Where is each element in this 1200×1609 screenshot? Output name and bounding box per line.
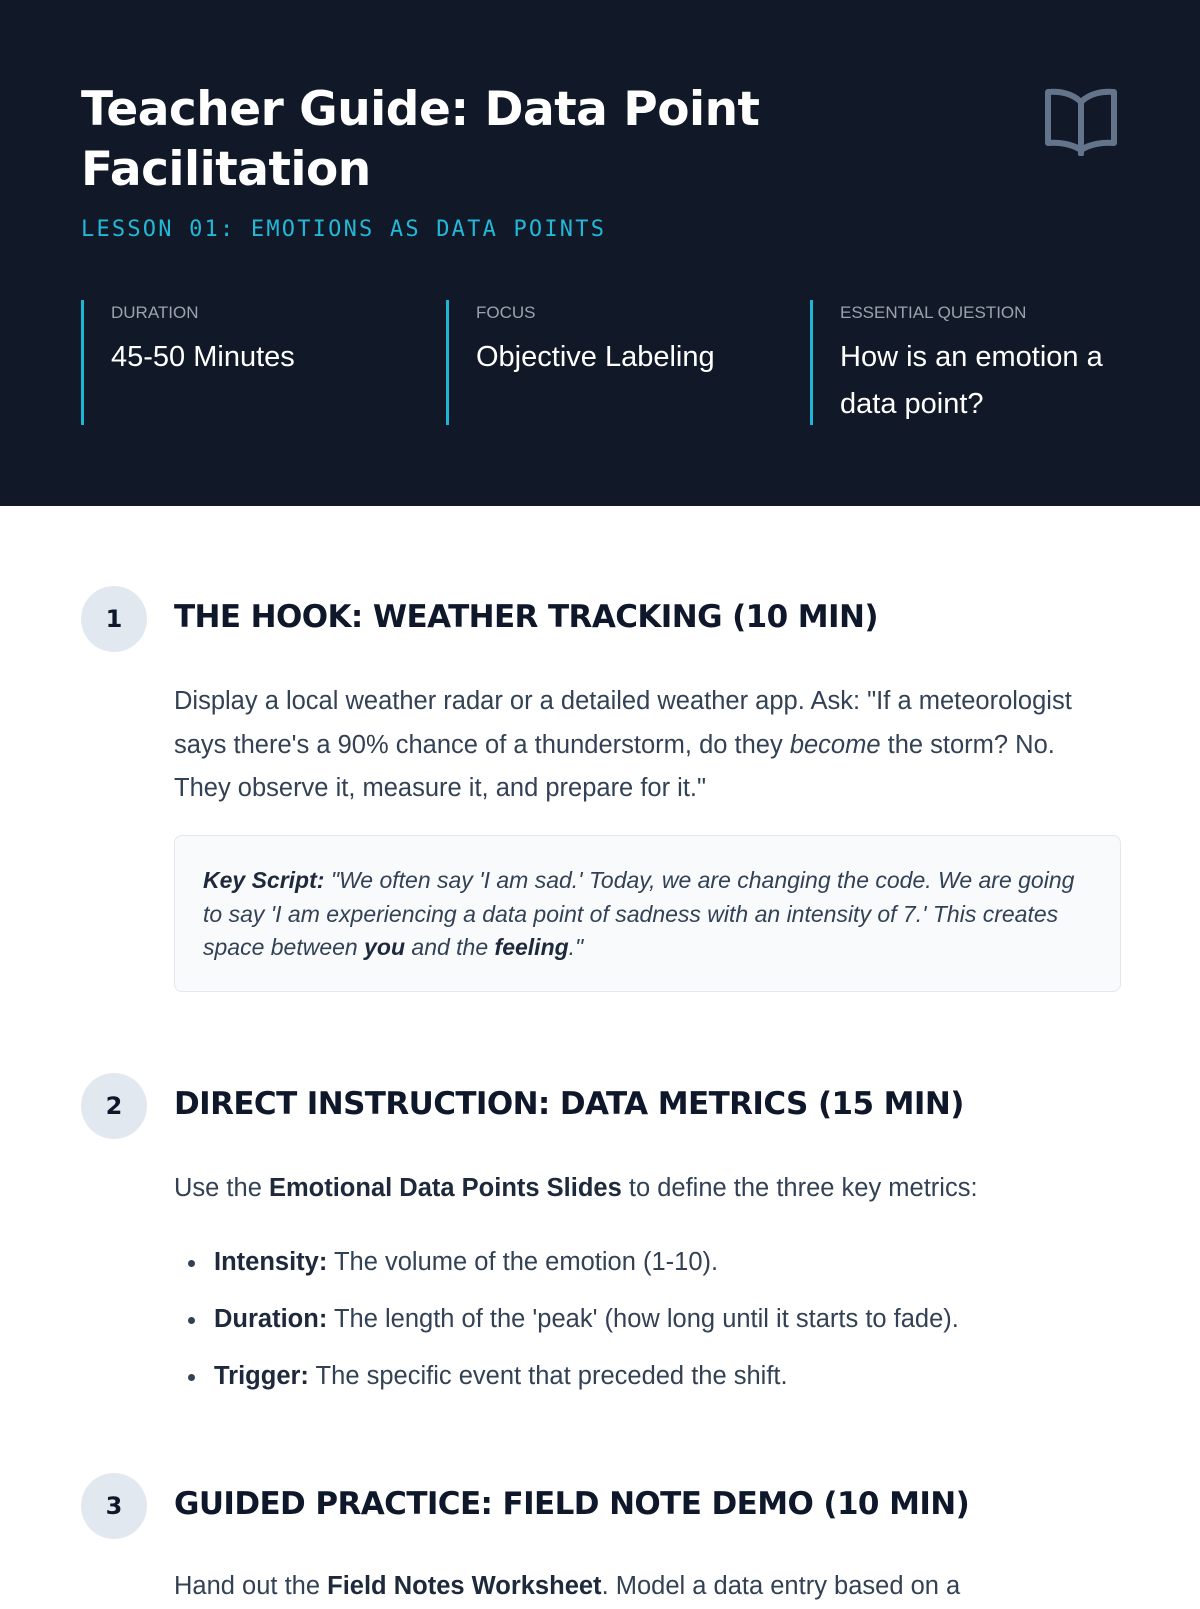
body-text: Display a local weather radar or a detailed weather app. Ask: "If a meteorologist says there's a 90% chance of a thunderstorm, do they [174, 687, 1072, 759]
key-script-callout [174, 835, 1121, 992]
meta-value: 45-50 Minutes [111, 341, 295, 373]
callout-text: ." [568, 934, 584, 960]
meta-essential-question [810, 300, 1130, 425]
meta-label: DURATION [111, 303, 199, 322]
callout-text: "We often say 'I am sad.' Today, we are changing the code. We are going to say 'I am experiencing a data point of sadness with an intensity of 7.' This creates space between [203, 867, 1075, 960]
meta-focus [446, 300, 776, 425]
callout-text: and the [405, 934, 495, 960]
list-item [214, 1291, 1114, 1348]
section-title: DIRECT INSTRUCTION: DATA METRICS (15 MIN) [174, 1086, 964, 1122]
callout-bold-text: you [364, 934, 406, 960]
body-text: the storm? No. They observe it, measure it, and prepare for it." [174, 730, 1055, 802]
body-text: to define the three key metrics: [621, 1174, 978, 1202]
bold-text: Emotional Data Points Slides [268, 1174, 622, 1202]
body-text: Use the [174, 1174, 269, 1202]
metric-term: Trigger: [214, 1362, 309, 1390]
meta-value: How is an emotion a data point? [840, 341, 1103, 420]
section-body [174, 680, 1104, 811]
meta-label: FOCUS [476, 303, 536, 322]
section-title: THE HOOK: WEATHER TRACKING (10 MIN) [174, 599, 878, 635]
page-title: Teacher Guide: Data Point Facilitation [81, 82, 760, 197]
guide-header [0, 0, 1200, 506]
list-item [214, 1234, 1114, 1291]
callout-bold-text: feeling [494, 934, 569, 960]
meta-duration [81, 300, 411, 425]
section-body [174, 1565, 1104, 1609]
list-item [214, 1348, 1114, 1405]
metric-term: Duration: [214, 1305, 328, 1333]
emphasized-text: become [789, 730, 881, 759]
section-body [174, 1167, 1104, 1211]
meta-value: Objective Labeling [476, 341, 715, 373]
section-title: GUIDED PRACTICE: FIELD NOTE DEMO (10 MIN) [174, 1486, 970, 1522]
step-number-badge: 2 [81, 1073, 147, 1139]
bold-text: Field Notes Worksheet [327, 1572, 602, 1600]
body-text: Hand out the [174, 1572, 328, 1600]
open-book-icon [1044, 86, 1118, 156]
metrics-list [214, 1234, 1114, 1405]
body-text: . Model a data entry based on a [601, 1572, 961, 1600]
lesson-subtitle: LESSON 01: EMOTIONS AS DATA POINTS [81, 217, 607, 242]
step-number-badge: 1 [81, 586, 147, 652]
metric-description: The length of the 'peak' (how long until it starts to fade). [327, 1305, 959, 1333]
metric-term: Intensity: [214, 1248, 328, 1276]
metric-description: The volume of the emotion (1-10). [327, 1248, 719, 1276]
meta-label: ESSENTIAL QUESTION [840, 303, 1027, 322]
step-number-badge: 3 [81, 1473, 147, 1539]
callout-label: Key Script: [203, 867, 325, 893]
metric-description: The specific event that preceded the shift. [308, 1362, 788, 1390]
